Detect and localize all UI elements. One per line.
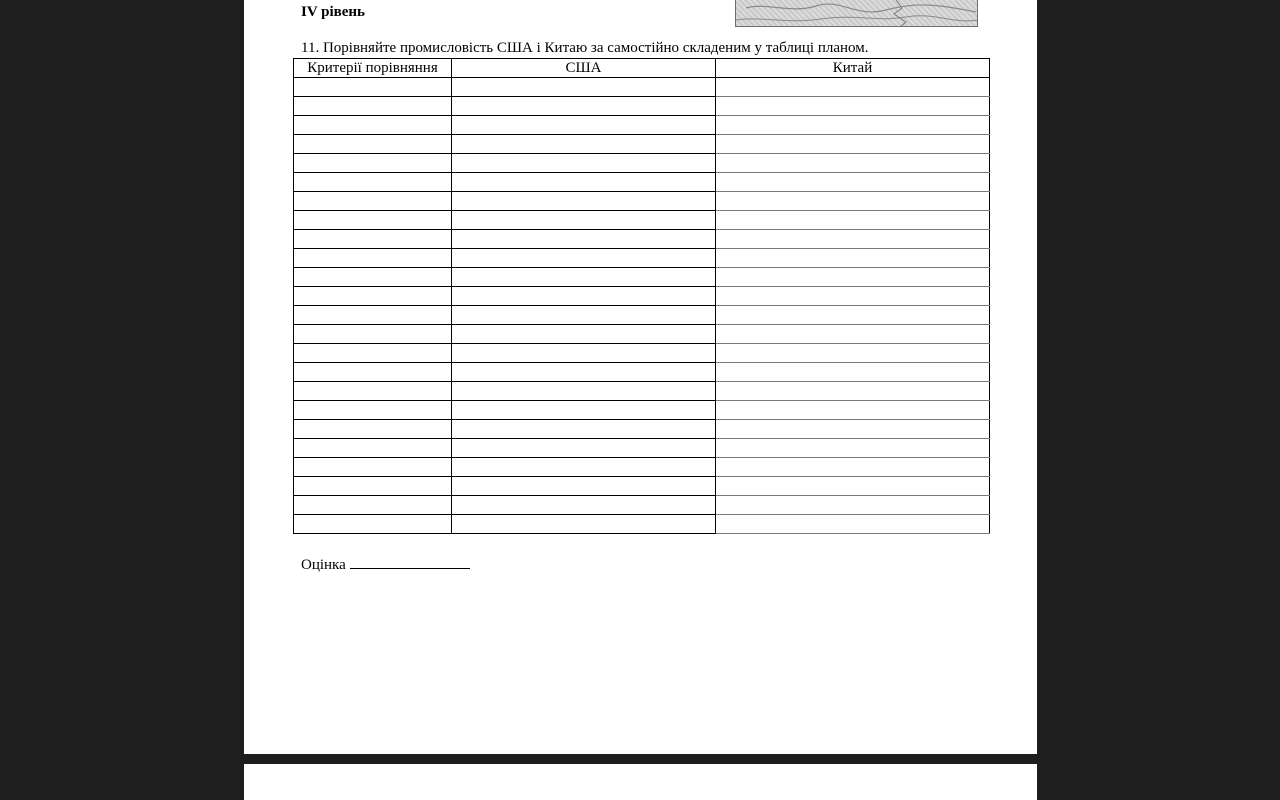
cell-china[interactable] — [716, 173, 990, 192]
header-criteria: Критерії порівняння — [294, 59, 452, 78]
cell-china[interactable] — [716, 268, 990, 287]
cell-china[interactable] — [716, 363, 990, 382]
cell-criteria[interactable] — [294, 249, 452, 268]
cell-criteria[interactable] — [294, 116, 452, 135]
table-row — [294, 116, 990, 135]
cell-china[interactable] — [716, 135, 990, 154]
grade-label: Оцінка — [301, 557, 346, 573]
table-row — [294, 154, 990, 173]
cell-china[interactable] — [716, 515, 990, 534]
cell-criteria[interactable] — [294, 230, 452, 249]
cell-china[interactable] — [716, 97, 990, 116]
table-row — [294, 287, 990, 306]
map-image-fragment — [735, 0, 978, 27]
cell-china[interactable] — [716, 477, 990, 496]
table-row — [294, 458, 990, 477]
cell-china[interactable] — [716, 382, 990, 401]
table-row — [294, 211, 990, 230]
cell-usa[interactable] — [452, 496, 716, 515]
grade-blank — [350, 554, 470, 569]
cell-china[interactable] — [716, 230, 990, 249]
cell-criteria[interactable] — [294, 515, 452, 534]
cell-china[interactable] — [716, 78, 990, 97]
table-row — [294, 268, 990, 287]
cell-china[interactable] — [716, 420, 990, 439]
table-body — [294, 78, 990, 534]
grade-line — [301, 554, 470, 574]
cell-china[interactable] — [716, 249, 990, 268]
cell-usa[interactable] — [452, 211, 716, 230]
cell-usa[interactable] — [452, 116, 716, 135]
cell-usa[interactable] — [452, 97, 716, 116]
cell-china[interactable] — [716, 439, 990, 458]
cell-usa[interactable] — [452, 477, 716, 496]
cell-usa[interactable] — [452, 192, 716, 211]
table-row — [294, 173, 990, 192]
header-usa: США — [452, 59, 716, 78]
cell-china[interactable] — [716, 116, 990, 135]
cell-criteria[interactable] — [294, 477, 452, 496]
cell-criteria[interactable] — [294, 192, 452, 211]
table-header-row — [294, 59, 990, 78]
table-row — [294, 325, 990, 344]
cell-usa[interactable] — [452, 78, 716, 97]
table-row — [294, 382, 990, 401]
cell-china[interactable] — [716, 154, 990, 173]
cell-usa[interactable] — [452, 382, 716, 401]
cell-usa[interactable] — [452, 420, 716, 439]
cell-usa[interactable] — [452, 268, 716, 287]
cell-usa[interactable] — [452, 154, 716, 173]
level-heading: IV рівень — [301, 4, 365, 20]
cell-criteria[interactable] — [294, 78, 452, 97]
cell-criteria[interactable] — [294, 382, 452, 401]
table-row — [294, 306, 990, 325]
cell-usa[interactable] — [452, 344, 716, 363]
table-row — [294, 230, 990, 249]
cell-china[interactable] — [716, 458, 990, 477]
cell-criteria[interactable] — [294, 135, 452, 154]
table-row — [294, 344, 990, 363]
cell-criteria[interactable] — [294, 173, 452, 192]
cell-criteria[interactable] — [294, 211, 452, 230]
comparison-table — [293, 58, 990, 534]
table-row — [294, 515, 990, 534]
cell-china[interactable] — [716, 306, 990, 325]
cell-criteria[interactable] — [294, 306, 452, 325]
cell-usa[interactable] — [452, 287, 716, 306]
table-row — [294, 192, 990, 211]
cell-criteria[interactable] — [294, 363, 452, 382]
cell-usa[interactable] — [452, 325, 716, 344]
table-row — [294, 477, 990, 496]
cell-china[interactable] — [716, 211, 990, 230]
cell-criteria[interactable] — [294, 420, 452, 439]
table-row — [294, 135, 990, 154]
cell-china[interactable] — [716, 401, 990, 420]
table-row — [294, 401, 990, 420]
cell-criteria[interactable] — [294, 458, 452, 477]
cell-usa[interactable] — [452, 135, 716, 154]
task-text: 11. Порівняйте промисловість США і Китаю за самостійно складеним у таблиці планом. — [301, 40, 869, 56]
cell-usa[interactable] — [452, 458, 716, 477]
next-page — [244, 764, 1037, 800]
cell-usa[interactable] — [452, 173, 716, 192]
cell-criteria[interactable] — [294, 439, 452, 458]
cell-usa[interactable] — [452, 306, 716, 325]
cell-usa[interactable] — [452, 249, 716, 268]
cell-usa[interactable] — [452, 439, 716, 458]
table-row — [294, 249, 990, 268]
cell-criteria[interactable] — [294, 344, 452, 363]
cell-china[interactable] — [716, 325, 990, 344]
table-row — [294, 496, 990, 515]
table-row — [294, 420, 990, 439]
cell-china[interactable] — [716, 496, 990, 515]
cell-criteria[interactable] — [294, 97, 452, 116]
cell-criteria[interactable] — [294, 496, 452, 515]
document-page — [244, 0, 1037, 754]
cell-criteria[interactable] — [294, 287, 452, 306]
table-row — [294, 439, 990, 458]
table-row — [294, 78, 990, 97]
cell-usa[interactable] — [452, 363, 716, 382]
table-row — [294, 97, 990, 116]
cell-criteria[interactable] — [294, 325, 452, 344]
cell-usa[interactable] — [452, 401, 716, 420]
header-china: Китай — [716, 59, 990, 78]
cell-usa[interactable] — [452, 230, 716, 249]
cell-criteria[interactable] — [294, 401, 452, 420]
cell-criteria[interactable] — [294, 268, 452, 287]
table-row — [294, 363, 990, 382]
cell-china[interactable] — [716, 287, 990, 306]
cell-criteria[interactable] — [294, 154, 452, 173]
cell-china[interactable] — [716, 344, 990, 363]
cell-china[interactable] — [716, 192, 990, 211]
cell-usa[interactable] — [452, 515, 716, 534]
